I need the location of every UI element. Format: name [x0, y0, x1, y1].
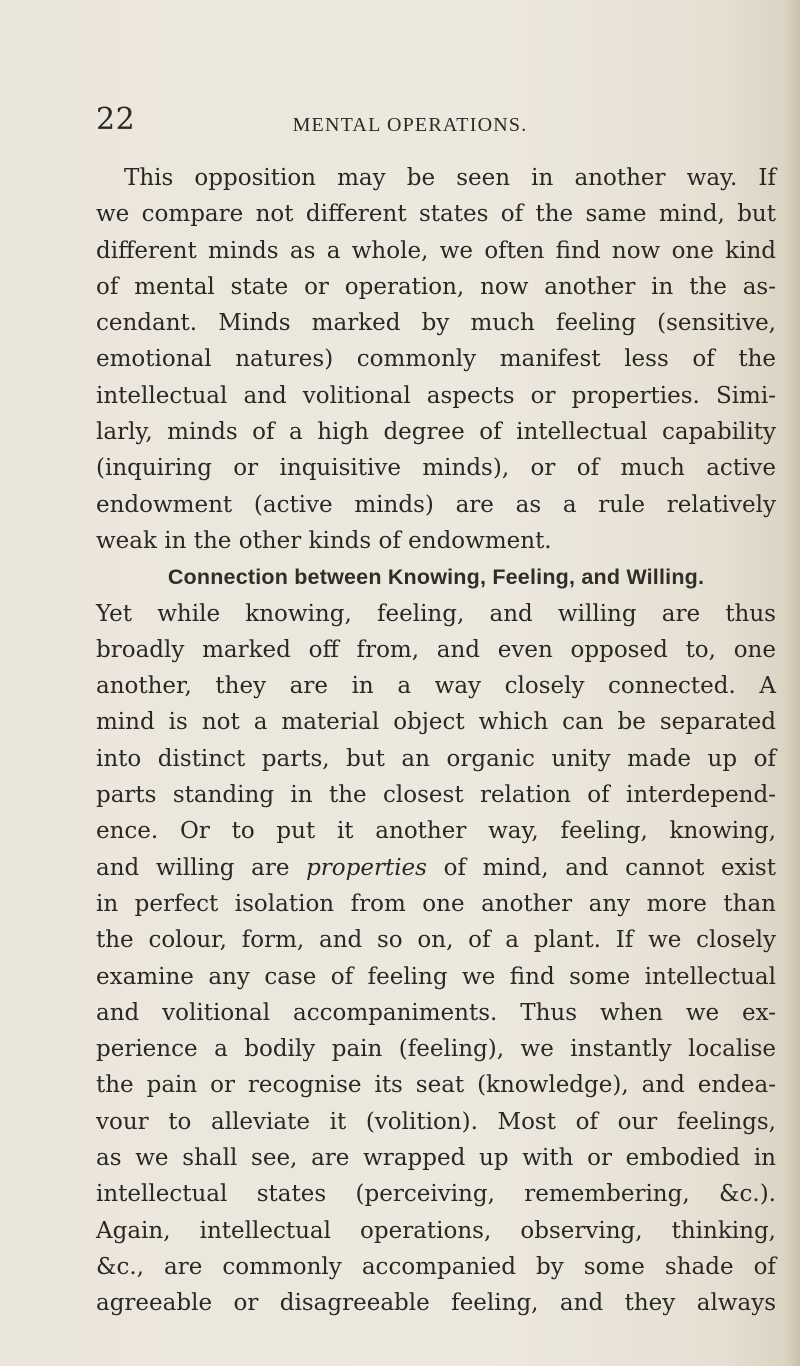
italic-word: properties [306, 854, 427, 881]
text-line: vour to alleviate it (volition). Most of our feelings, [96, 1108, 776, 1135]
text-line: Again, intellectual operations, observing, thinking, [96, 1217, 776, 1244]
text-line: Yet while knowing, feeling, and willing are thus [96, 600, 776, 627]
text-line: endowment (active minds) are as a rule relatively [96, 491, 776, 518]
text-line: as we shall see, are wrapped up with or embodied in [96, 1145, 776, 1172]
section-heading: Connection between Knowing, Feeling, and Willing. [167, 565, 705, 590]
text-line: perience a bodily pain (feeling), we instantly localise [96, 1036, 776, 1063]
text-span: and willing are [96, 854, 307, 881]
text-line: emotional natures) commonly manifest less of the [96, 346, 776, 373]
text-line: intellectual and volitional aspects or properties. Simi- [96, 382, 776, 409]
text-line: mind is not a material object which can be separated [96, 709, 776, 736]
text-line: and volitional accompaniments. Thus when we ex- [96, 999, 776, 1026]
text-line: another, they are in a way closely connected. A [96, 673, 776, 700]
text-line: This opposition may be seen in another way. If [124, 165, 776, 191]
text-line: cendant. Minds marked by much feeling (sensitive, [96, 310, 776, 337]
page-edge-shadow [786, 0, 800, 1366]
text-line: ence. Or to put it another way, feeling, knowing, [96, 818, 776, 845]
text-line: intellectual states (perceiving, remembering, &c.). [96, 1181, 776, 1208]
text-line: parts standing in the closest relation of interdepend- [96, 782, 776, 809]
text-line: we compare not different states of the same mind, but [96, 201, 776, 228]
text-span: of mind, and cannot exist [426, 854, 776, 881]
text-line: larly, minds of a high degree of intellectual capability [96, 419, 776, 446]
text-line: examine any case of feeling we find some intellectual [96, 963, 776, 990]
text-line: in perfect isolation from one another any more than [96, 890, 776, 917]
text-line: of mental state or operation, now another in the as- [96, 273, 776, 300]
text-line: the colour, form, and so on, of a plant. If we closely [96, 927, 776, 954]
text-line: broadly marked off from, and even opposed to, one [96, 636, 776, 663]
text-line: into distinct parts, but an organic unity made up of [96, 745, 776, 772]
text-line: agreeable or disagreeable feeling, and they always [96, 1290, 776, 1317]
text-line: the pain or recognise its seat (knowledge), and endea- [96, 1072, 776, 1099]
text-line: &c., are commonly accompanied by some shade of [96, 1253, 776, 1280]
running-title: MENTAL OPERATIONS. [292, 114, 528, 136]
text-line: weak in the other kinds of endowment. [96, 527, 552, 554]
page-number: 22 [96, 102, 136, 137]
text-line: (inquiring or inquisitive minds), or of much active [96, 455, 776, 482]
body-text [96, 160, 776, 1322]
text-line-with-italic [96, 850, 776, 886]
text-line: different minds as a whole, we often find now one kind [96, 237, 776, 264]
